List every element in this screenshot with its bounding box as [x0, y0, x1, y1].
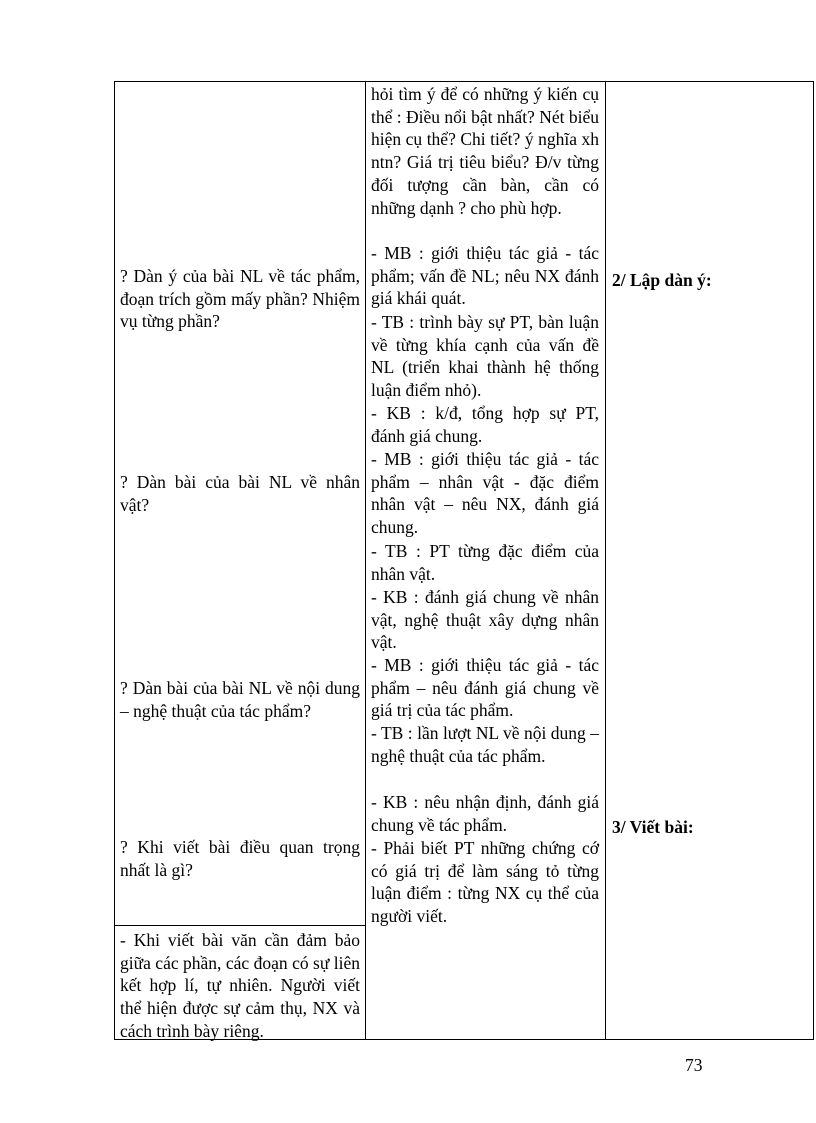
content-table: [114, 81, 814, 1040]
column-divider-1: [365, 82, 366, 1039]
middle-paragraph-9: - TB : lần lượt NL về nội dung – nghệ thuật của tác phẩm.: [371, 723, 599, 766]
question-most-important: ? Khi viết bài điều quan trọng nhất là gì?: [120, 837, 360, 880]
column-divider-2: [605, 82, 606, 1039]
middle-paragraph-11: - Phải biết PT những chứng cớ có giá trị để làm sáng tỏ từng luận điểm : từng NX cụ thể của người viết.: [371, 838, 599, 927]
middle-paragraph-8: - MB : giới thiệu tác giả - tác phẩm – nêu đánh giá chung về giá trị của tác phẩm.: [371, 655, 599, 721]
heading-writing: 3/ Viết bài:: [612, 817, 694, 837]
question-outline-content-art: ? Dàn bài của bài NL về nội dung – nghệ thuật của tác phẩm?: [120, 678, 360, 721]
page-number: 73: [685, 1055, 703, 1075]
middle-paragraph-7: - KB : đánh giá chung về nhân vật, nghệ thuật xây dựng nhân vật.: [371, 587, 599, 653]
middle-paragraph-5: - MB : giới thiệu tác giả - tác phẩm – nhân vật - đặc điểm nhân vật – nêu NX, đánh giá chung.: [371, 449, 599, 538]
middle-paragraph-4: - KB : k/đ, tổng hợp sự PT, đánh giá chung.: [371, 403, 599, 446]
middle-paragraph-6: - TB : PT từng đặc điểm của nhân vật.: [371, 541, 599, 584]
writing-note: - Khi viết bài văn cần đảm bảo giữa các phần, các đoạn có sự liên kết hợp lí, tự nhiên. Người viết thể hiện được sự cảm thụ, NX và cách trình bày riêng.: [120, 930, 360, 1041]
question-outline-character: ? Dàn bài của bài NL về nhân vật?: [120, 472, 360, 515]
row-divider: [115, 925, 365, 926]
middle-paragraph-1: hỏi tìm ý để có những ý kiến cụ thể : Điều nổi bật nhất? Nét biểu hiện cụ thể? Chi tiết? ý nghĩa xh ntn? Giá trị tiêu biểu? Đ/v từng đối tượng cần bàn, cần có những dạnh ? cho phù hợp.: [371, 84, 599, 218]
middle-paragraph-2: - MB : giới thiệu tác giả - tác phẩm; vấn đề NL; nêu NX đánh giá khái quát.: [371, 243, 599, 309]
middle-paragraph-10: - KB : nêu nhận định, đánh giá chung về tác phẩm.: [371, 792, 599, 835]
middle-paragraph-3: - TB : trình bày sự PT, bàn luận về từng khía cạnh của vấn đề NL (triển khai thành hệ thống luận điểm nhỏ).: [371, 312, 599, 401]
question-outline-work: ? Dàn ý của bài NL về tác phẩm, đoạn trích gồm mấy phần? Nhiệm vụ từng phần?: [120, 266, 360, 332]
heading-outline: 2/ Lập dàn ý:: [612, 270, 712, 290]
